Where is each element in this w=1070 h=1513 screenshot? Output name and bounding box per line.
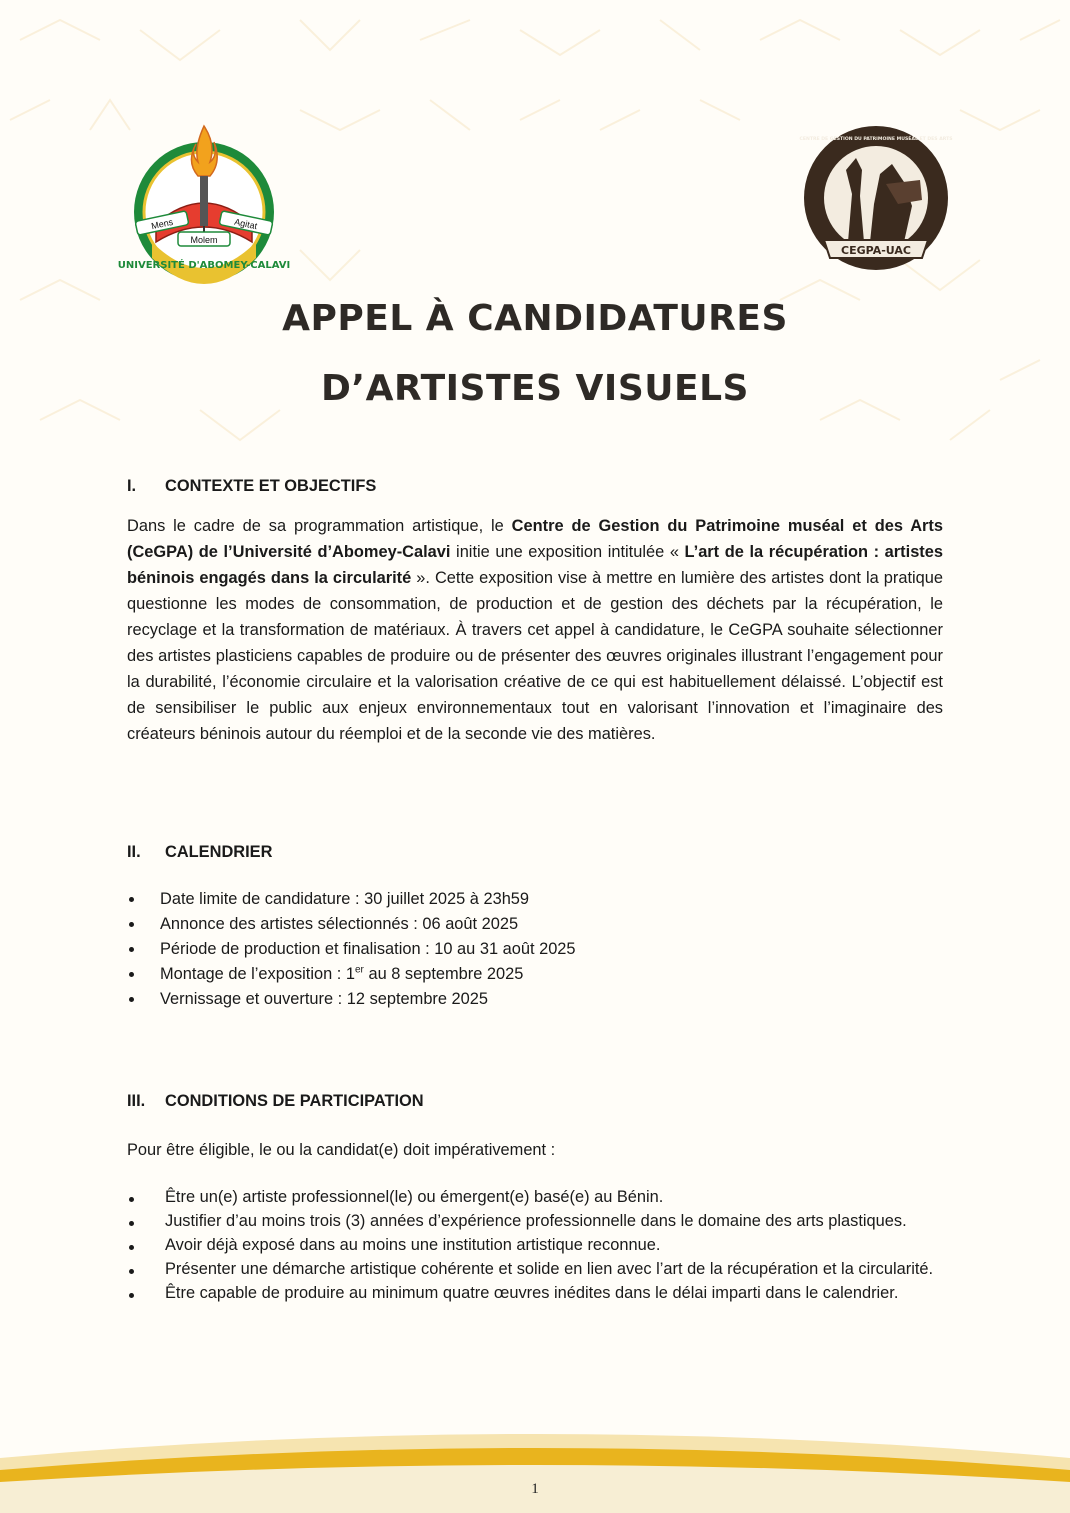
university-name: UNIVERSITÉ D'ABOMEY-CALAVI: [117, 260, 291, 271]
conditions-intro: Pour être éligible, le ou la candidat(e) doit impérativement :: [127, 1141, 556, 1159]
list-item: Justifier d’au moins trois (3) années d’expérience professionnelle dans le domaine des arts plastiques.: [127, 1209, 943, 1233]
text-run: au 8 septembre 2025: [363, 965, 524, 983]
section-title: CONDITIONS DE PARTICIPATION: [165, 1092, 424, 1110]
title-line-2: D’ARTISTES VISUELS: [321, 368, 749, 409]
section-number: III.: [127, 1092, 146, 1110]
list-item: Être capable de produire au minimum quatre œuvres inédites dans le délai imparti dans le calendrier.: [127, 1281, 943, 1305]
section-heading: [127, 473, 943, 499]
cegpa-logo: [800, 124, 952, 276]
list-item: Période de production et finalisation : 10 au 31 août 2025: [127, 937, 943, 962]
page-number: 1: [531, 1481, 539, 1497]
list-item: Annonce des artistes sélectionnés : 06 août 2025: [127, 912, 943, 937]
section-context: [127, 473, 943, 747]
section-calendar: [127, 839, 943, 1012]
text-run: initie une exposition intitulée «: [450, 543, 685, 561]
list-item: Avoir déjà exposé dans au moins une institution artistique reconnue.: [127, 1233, 943, 1257]
institution-name: Centre de Gestion du Patrimoine muséal et des Arts (CeGPA) de l’Université d’Abomey-Calavi: [127, 517, 943, 561]
section-heading: [127, 839, 943, 865]
cegpa-banner: CEGPA-UAC: [841, 244, 911, 257]
footer-band: [0, 1420, 1070, 1513]
list-item: Présenter une démarche artistique cohérente et solide en lien avec l’art de la récupération et la circularité.: [127, 1257, 943, 1281]
superscript: er: [355, 964, 364, 976]
section-title: CALENDRIER: [165, 843, 273, 861]
title-line-1: APPEL À CANDIDATURES: [282, 298, 788, 339]
section-number: I.: [127, 477, 137, 495]
motto-left: Mens: [150, 216, 175, 232]
text-run: ». Cette exposition vise à mettre en lumière des artistes dont la pratique questionne les modes de consommation, de production et de gestion des déchets par la récupération, le recyclage et la transformation de matériaux. À travers cet appel à candidature, le CeGPA souhaite sélectionner des artistes plasticiens capables de produire ou de présenter des œuvres originales illustrant l’engagement pour la durabilité, l’économie circulaire et la valorisation créative de ce qui est habituellement délaissé. L’objectif est de sensibiliser le public aux enjeux environnementaux tout en valorisant l’innovation et l’imaginaire des créateurs béninois autour du réemploi et de la seconde vie des matières.: [127, 569, 943, 743]
cegpa-ring-text: CENTRE DE GESTION DU PATRIMOINE MUSÉAL ET DES ARTS: [799, 137, 953, 142]
calendar-list: [127, 887, 943, 1012]
section-conditions: [127, 1088, 943, 1305]
list-item: [127, 962, 943, 987]
section-number: II.: [127, 843, 141, 861]
list-item: Date limite de candidature : 30 juillet 2025 à 23h59: [127, 887, 943, 912]
list-item: Vernissage et ouverture : 12 septembre 2025: [127, 987, 943, 1012]
section-title: CONTEXTE ET OBJECTIFS: [165, 477, 377, 495]
context-paragraph: [127, 513, 943, 747]
text-run: Dans le cadre de sa programmation artistique, le: [127, 517, 512, 535]
text-run: Montage de l’exposition : 1: [160, 965, 355, 983]
section-heading: [127, 1088, 943, 1114]
motto-bottom: Molem: [190, 235, 218, 245]
university-logo: [117, 124, 291, 290]
list-item: Être un(e) artiste professionnel(le) ou émergent(e) basé(e) au Bénin.: [127, 1185, 943, 1209]
motto-right: Agitat: [233, 216, 259, 232]
conditions-list: [127, 1185, 943, 1305]
exhibition-title: L’art de la récupération : artistes béninois engagés dans la circularité: [127, 543, 943, 587]
